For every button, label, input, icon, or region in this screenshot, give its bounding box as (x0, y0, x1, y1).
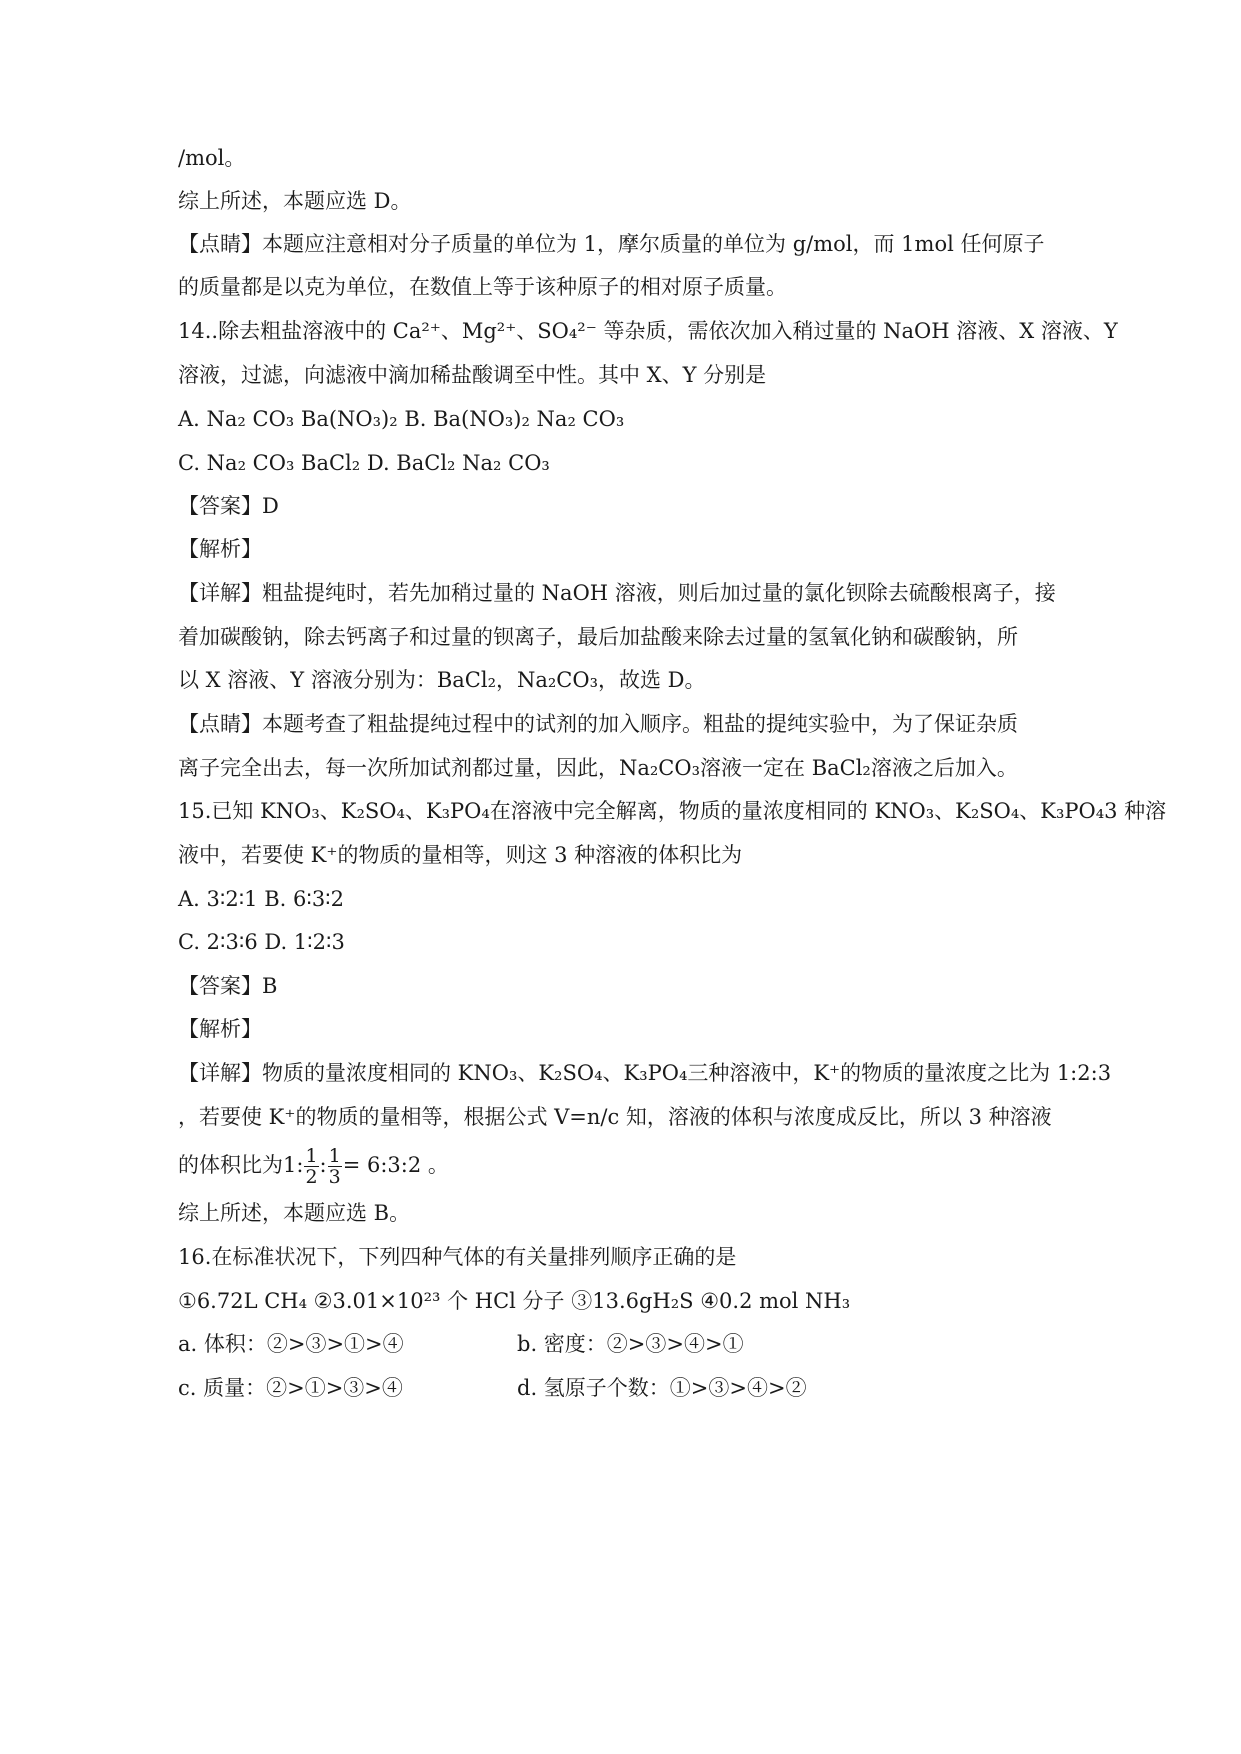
fraction (328, 1146, 342, 1187)
option-d: d. 氢原子个数：①>③>④>② (517, 1376, 807, 1400)
ratio-line: 的体积比为1: $\frac{1}{2}$ : $\frac{1}{3}$ = 6:3:2 。 (178, 1145, 449, 1188)
text-line: /mol。 (178, 146, 246, 170)
text-line: 的质量都是以克为单位，在数值上等于该种原子的相对原子质量。 (178, 275, 787, 299)
text-line: 综上所述，本题应选 D。 (178, 189, 412, 213)
fraction-numerator: 1 (328, 1145, 341, 1167)
question-16-stem: 16.在标准状况下，下列四种气体的有关量排列顺序正确的是 (178, 1245, 737, 1269)
text-line: 【点睛】本题考查了粗盐提纯过程中的试剂的加入顺序。粗盐的提纯实验中，为了保证杂质 (178, 712, 1018, 736)
analysis-label: 【解析】 (178, 537, 262, 561)
text-line: 离子完全出去，每一次所加试剂都过量，因此，Na₂CO₃溶液一定在 BaCl₂溶液之后加入。 (178, 756, 1018, 780)
text-line: 着加碳酸钠，除去钙离子和过量的钡离子，最后加盐酸来除去过量的氢氧化钠和碳酸钠，所 (178, 625, 1018, 649)
text-line: 【详解】物质的量浓度相同的 KNO₃、K₂SO₄、K₃PO₄三种溶液中，K⁺的物质的量浓度之比为 1:2:3 (178, 1061, 1112, 1085)
option-line: A. 3∶2∶1 B. 6∶3∶2 (178, 887, 345, 911)
text-segment: 的体积比为1: (178, 1153, 304, 1177)
text-line: 【详解】粗盐提纯时，若先加稍过量的 NaOH 溶液，则后加过量的氯化钡除去硫酸根离子，接 (178, 581, 1056, 605)
fraction-denominator: 3 (328, 1166, 341, 1188)
analysis-label: 【解析】 (178, 1017, 262, 1041)
option-c: c. 质量：②>①>③>④ (178, 1376, 403, 1400)
option-line: A. Na₂ CO₃ Ba(NO₃)₂ B. Ba(NO₃)₂ Na₂ CO₃ (178, 407, 625, 431)
text-segment: = 6:3:2 。 (342, 1153, 449, 1177)
fraction (304, 1146, 318, 1187)
answer-label: 【答案】D (178, 494, 279, 518)
question-14-stem: 14..除去粗盐溶液中的 Ca²⁺、Mg²⁺、SO₄²⁻ 等杂质，需依次加入稍过量的 NaOH 溶液、X 溶液、Y (178, 319, 1118, 343)
option-b: b. 密度：②>③>④>① (517, 1332, 744, 1356)
answer-label: 【答案】B (178, 974, 278, 998)
text-line: ，若要使 K⁺的物质的量相等，根据公式 V=n/c 知，溶液的体积与浓度成反比，所以 3 种溶液 (178, 1105, 1052, 1129)
option-line: C. 2∶3∶6 D. 1∶2∶3 (178, 930, 345, 954)
text-line: 液中，若要使 K⁺的物质的量相等，则这 3 种溶液的体积比为 (178, 843, 743, 867)
fraction-numerator: 1 (305, 1145, 318, 1167)
question-15-stem: 15.已知 KNO₃、K₂SO₄、K₃PO₄在溶液中完全解离，物质的量浓度相同的 KNO₃、K₂SO₄、K₃PO₄3 种溶 (178, 799, 1167, 823)
fraction-denominator: 2 (305, 1166, 318, 1188)
text-line: ①6.72L CH₄ ②3.01×10²³ 个 HCl 分子 ③13.6gH₂S ④0.2 mol NH₃ (178, 1289, 851, 1313)
text-line: 溶液，过滤，向滤液中滴加稀盐酸调至中性。其中 X、Y 分别是 (178, 363, 767, 387)
option-line: C. Na₂ CO₃ BaCl₂ D. BaCl₂ Na₂ CO₃ (178, 451, 550, 475)
text-line: 【点睛】本题应注意相对分子质量的单位为 1，摩尔质量的单位为 g/mol，而 1mol 任何原子 (178, 232, 1045, 256)
text-line: 综上所述，本题应选 B。 (178, 1201, 411, 1225)
option-a: a. 体积：②>③>①>④ (178, 1332, 404, 1356)
text-line: 以 X 溶液、Y 溶液分别为：BaCl₂，Na₂CO₃，故选 D。 (178, 668, 706, 692)
